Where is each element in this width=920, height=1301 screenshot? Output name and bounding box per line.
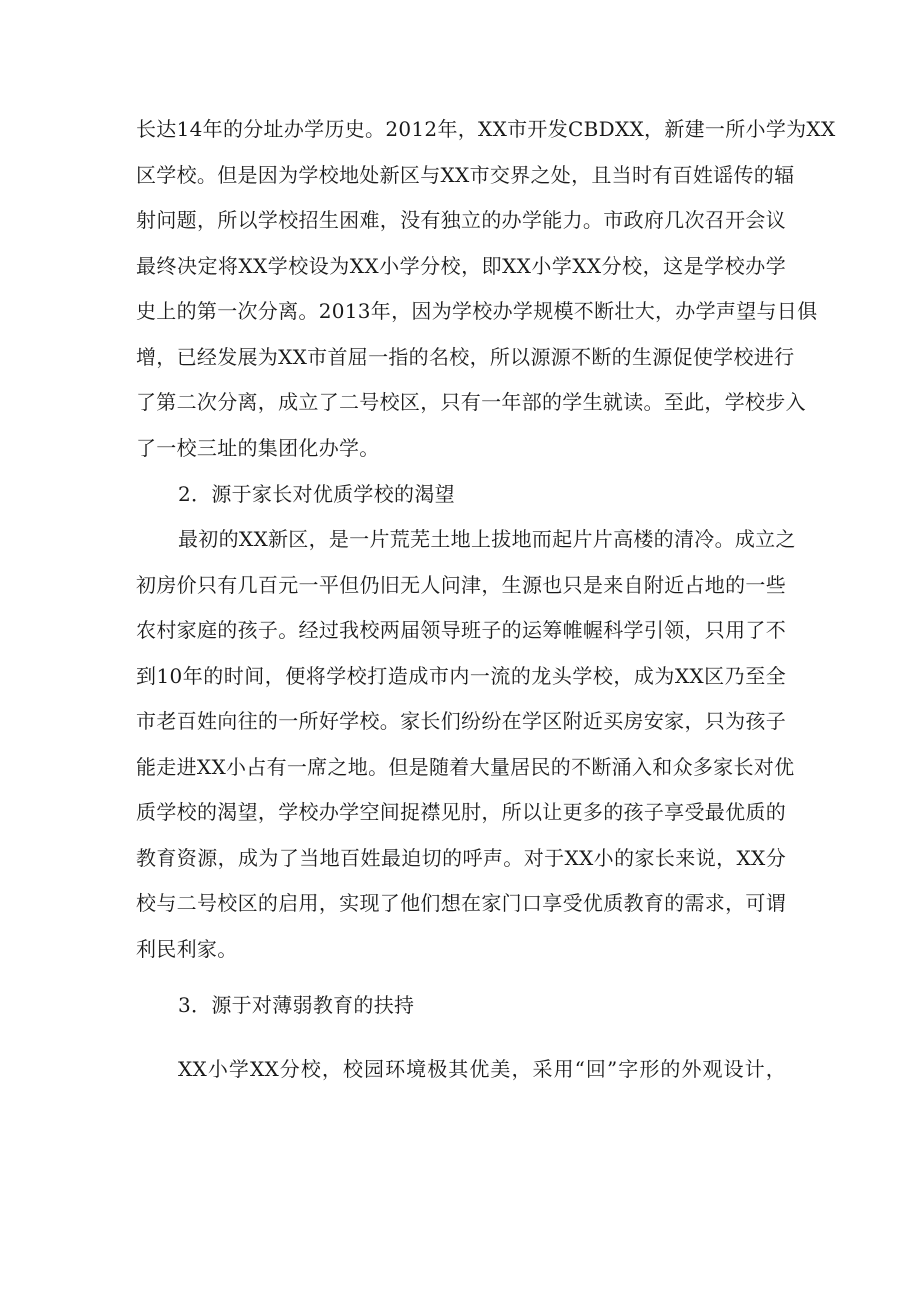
- paragraph-1-line-1: 长达14年的分址办学历史。2012年，XX市开发CBDXX，新建一所小学为XX: [136, 117, 836, 141]
- paragraph-1-line-4: 最终决定将XX学校设为XX小学分校，即XX小学XX分校，这是学校办学: [136, 254, 786, 278]
- paragraph-2-line-1: 最初的XX新区，是一片荒芜土地上拔地而起片片高楼的清冷。成立之: [178, 527, 796, 551]
- paragraph-1-line-2: 区学校。但是因为学校地处新区与XX市交界之处，且当时有百姓谣传的辐: [136, 163, 795, 187]
- paragraph-1-line-5: 史上的第一次分离。2013年，因为学校办学规模不断壮大，办学声望与日俱: [136, 299, 818, 323]
- paragraph-2-line-10: 利民利家。: [136, 937, 238, 961]
- paragraph-1-line-7: 了第二次分离，成立了二号校区，只有一年部的学生就读。至此，学校步入: [136, 390, 806, 414]
- paragraph-2-line-3: 农村家庭的孩子。经过我校两届领导班子的运筹帷幄科学引领，只用了不: [136, 618, 786, 642]
- paragraph-2-line-5: 市老百姓向往的一所好学校。家长们纷纷在学区附近买房安家，只为孩子: [136, 709, 786, 733]
- paragraph-2-line-8: 教育资源，成为了当地百姓最迫切的呼声。对于XX小的家长来说，XX分: [136, 846, 786, 870]
- paragraph-2-line-9: 校与二号校区的启用，实现了他们想在家门口享受优质教育的需求，可谓: [136, 891, 786, 915]
- paragraph-2-line-7: 质学校的渴望，学校办学空间捉襟见肘，所以让更多的孩子享受最优质的: [136, 800, 786, 824]
- paragraph-1-line-8: 了一校三址的集团化办学。: [136, 436, 380, 460]
- paragraph-1-line-3: 射问题，所以学校招生困难，没有独立的办学能力。市政府几次召开会议: [136, 208, 786, 232]
- paragraph-2-line-4: 到10年的时间，便将学校打造成市内一流的龙头学校，成为XX区乃至全: [136, 664, 786, 688]
- section-heading-2: 2．源于家长对优质学校的渴望: [178, 482, 455, 506]
- section-heading-3: 3．源于对薄弱教育的扶持: [178, 993, 415, 1017]
- paragraph-2-line-2: 初房价只有几百元一平但仍旧无人问津，生源也只是来自附近占地的一些: [136, 573, 786, 597]
- paragraph-2-line-6: 能走进XX小占有一席之地。但是随着大量居民的不断涌入和众多家长对优: [136, 755, 795, 779]
- paragraph-1-line-6: 增，已经发展为XX市首屈一指的名校，所以源源不断的生源促使学校进行: [136, 345, 795, 369]
- paragraph-3-line-1: XX小学XX分校，校园环境极其优美，采用“回”字形的外观设计，: [178, 1057, 786, 1081]
